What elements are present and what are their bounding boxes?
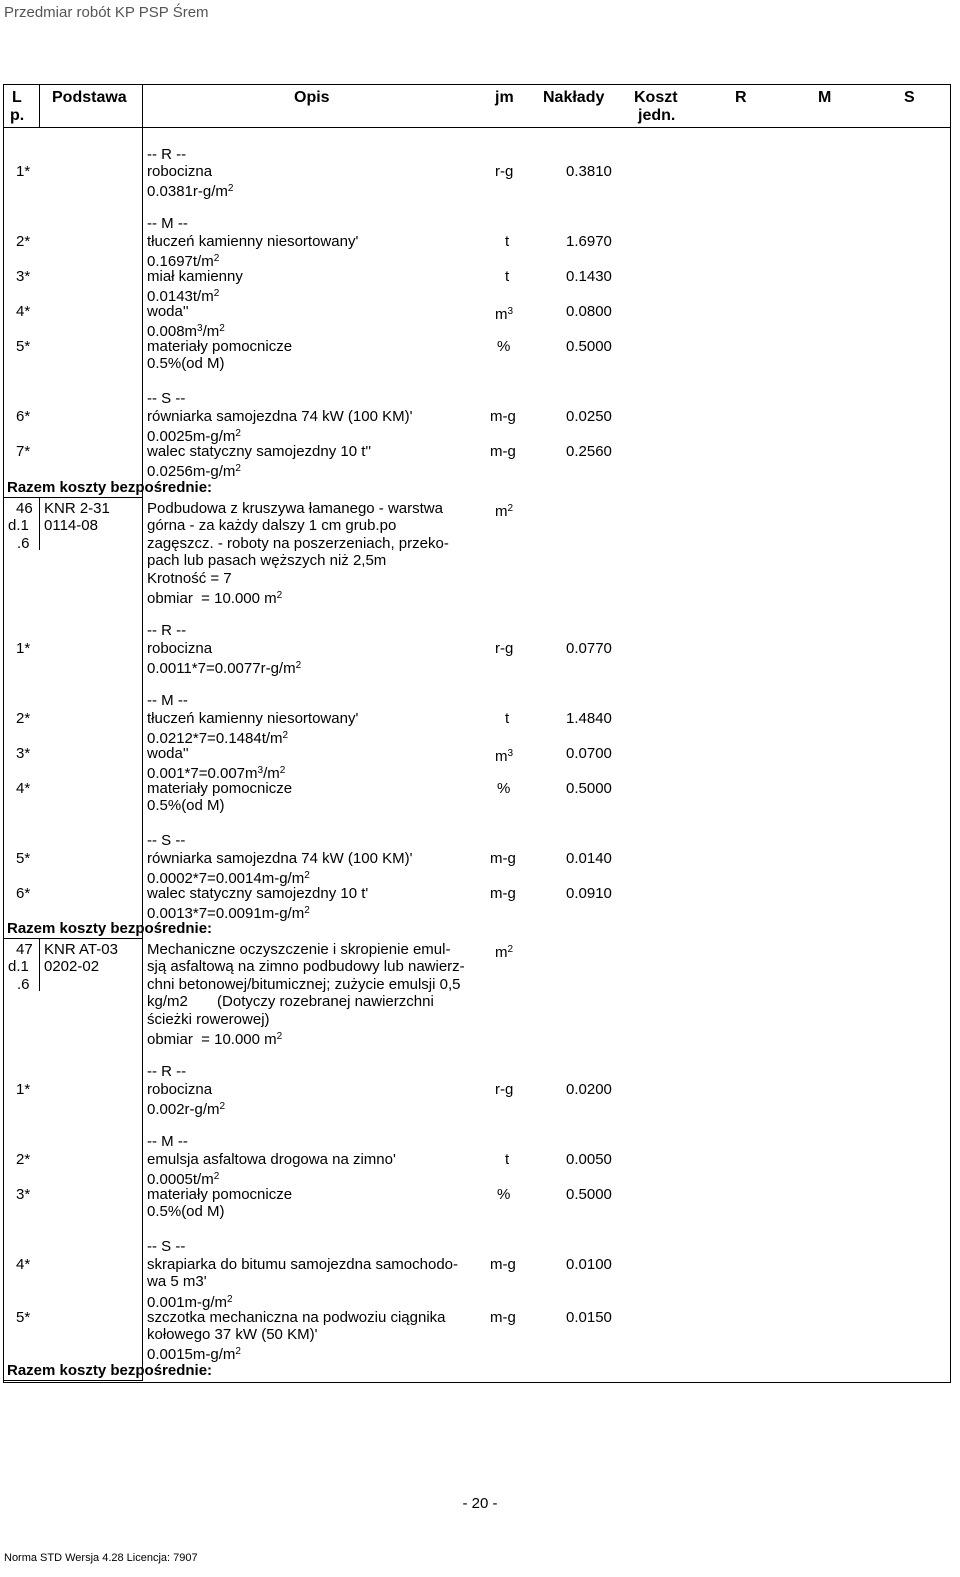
column-divider [142, 84, 143, 1381]
resource-jm: t [505, 710, 510, 727]
resource-name: walec statyczny samojezdny 10 t'' [147, 443, 372, 460]
resource-name: szczotka mechaniczna na podwoziu ciągnika [147, 1309, 446, 1326]
resource-norm: $0.0015m-g/m^2$ [147, 1346, 241, 1363]
position-quantity: obmiar = 10.000 $m^2$ [147, 590, 283, 607]
resource-lp: 5* [16, 850, 31, 867]
resource-lp: 1* [16, 640, 31, 657]
group-header-m: -- M -- [147, 1133, 188, 1150]
resource-name: równiarka samojezdna 74 kW (100 KM)' [147, 850, 413, 867]
resource-norm: $0.1697t/m^2$ [147, 253, 220, 270]
position-basis: KNR 2-31 [44, 500, 110, 517]
resource-jm: t [505, 268, 510, 285]
resource-lp: 1* [16, 1081, 31, 1098]
col-podstawa: Podstawa [52, 89, 127, 106]
col-koszt-jedn: jedn. [638, 107, 676, 124]
resource-value: 0.5000 [566, 338, 612, 355]
resource-lp: 2* [16, 233, 31, 250]
resource-norm: 0.5%(od M) [147, 1203, 225, 1220]
header-separator [3, 127, 951, 128]
resource-jm: m-g [490, 1309, 516, 1326]
document-title: Przedmiar robót KP PSP Śrem [4, 4, 209, 21]
resource-lp: 4* [16, 780, 31, 797]
col-koszt: Koszt [634, 89, 678, 106]
resource-name: robocizna [147, 1081, 213, 1098]
resource-name: emulsja asfaltowa drogowa na zimno' [147, 1151, 396, 1168]
position-description: chni betonowej/bitumicznej; zużycie emulsji 0,5 [147, 976, 461, 993]
resource-lp: 4* [16, 303, 31, 320]
group-header-m: -- M -- [147, 692, 188, 709]
resource-name: skrapiarka do bitumu samojezdna samochodo- [147, 1256, 458, 1273]
position-description: Krotność = 7 [147, 570, 232, 587]
resource-norm: $0.0256m-g/m^2$ [147, 463, 241, 480]
position-lp: 46 [16, 500, 33, 517]
resource-jm: $m^3$ [495, 306, 514, 323]
resource-value: 0.0800 [566, 303, 612, 320]
resource-jm: $m^3$ [495, 748, 514, 765]
resource-lp: 5* [16, 1309, 31, 1326]
resource-norm: $0.0381r-g/m^2$ [147, 183, 234, 200]
resource-norm: $0.0005t/m^2$ [147, 1171, 220, 1188]
resource-jm: % [497, 338, 511, 355]
resource-jm: m-g [490, 885, 516, 902]
position-description: ścieżki rowerowej) [147, 1011, 270, 1028]
resource-lp: 3* [16, 745, 31, 762]
resource-value: 0.0700 [566, 745, 612, 762]
position-lp: d.1 [8, 958, 29, 975]
resource-lp: 1* [16, 163, 31, 180]
resource-norm: $0.0212*7=0.1484t/m^2$ [147, 730, 289, 747]
resource-name: tłuczeń kamienny niesortowany' [147, 233, 359, 250]
resource-jm: r-g [495, 640, 514, 657]
resource-norm: $0.0011*7=0.0077r-g/m^2$ [147, 660, 302, 677]
column-divider [39, 84, 40, 128]
resource-value: 0.0770 [566, 640, 612, 657]
resource-norm: $0.008m^3/m^2$ [147, 323, 225, 340]
resource-norm: 0.5%(od M) [147, 355, 225, 372]
resource-name: miał kamienny [147, 268, 243, 285]
position-description: zagęszcz. - roboty na poszerzeniach, przeko- [147, 535, 449, 552]
resource-name: walec statyczny samojezdny 10 t' [147, 885, 369, 902]
position-lp: .6 [17, 535, 30, 552]
col-jm: jm [495, 89, 514, 106]
col-lp-line2: p. [10, 107, 25, 124]
resource-lp: 2* [16, 710, 31, 727]
resource-norm: 0.5%(od M) [147, 797, 225, 814]
resource-lp: 4* [16, 1256, 31, 1273]
resource-name: materiały pomocnicze [147, 338, 293, 355]
resource-value: 0.0910 [566, 885, 612, 902]
resource-name: kołowego 37 kW (50 KM)' [147, 1326, 318, 1343]
resource-jm: m-g [490, 850, 516, 867]
resource-name: tłuczeń kamienny niesortowany' [147, 710, 359, 727]
resource-norm: $0.001m-g/m^2$ [147, 1294, 233, 1311]
resource-name: wa 5 m3' [147, 1273, 207, 1290]
group-header-s: -- S -- [147, 390, 186, 407]
col-r: R [735, 89, 747, 106]
position-lp: 47 [16, 941, 33, 958]
software-footer: Norma STD Wersja 4.28 Licencja: 7907 [4, 1552, 198, 1564]
resource-name: robocizna [147, 163, 213, 180]
row-divider [3, 1380, 142, 1381]
resource-value: 0.0200 [566, 1081, 612, 1098]
resource-jm: r-g [495, 163, 514, 180]
row-divider [3, 497, 142, 498]
group-header-s: -- S -- [147, 1238, 186, 1255]
resource-value: 0.0100 [566, 1256, 612, 1273]
direct-costs-total-label: Razem koszty bezpośrednie: [7, 479, 213, 496]
position-basis: KNR AT-03 [44, 941, 118, 958]
resource-value: 0.2560 [566, 443, 612, 460]
resource-norm: $0.002r-g/m^2$ [147, 1101, 226, 1118]
resource-jm: m-g [490, 1256, 516, 1273]
resource-norm: $0.0143t/m^2$ [147, 288, 220, 305]
col-lp-line1: L [12, 89, 22, 106]
position-description: Podbudowa z kruszywa łamanego - warstwa [147, 500, 443, 517]
position-jm: $m^2$ [495, 503, 514, 520]
resource-jm: % [497, 780, 511, 797]
resource-jm: t [505, 233, 510, 250]
resource-lp: 5* [16, 338, 31, 355]
resource-lp: 7* [16, 443, 31, 460]
group-header-s: -- S -- [147, 832, 186, 849]
resource-norm: $0.0013*7=0.0091m-g/m^2$ [147, 905, 310, 922]
group-header-m: -- M -- [147, 215, 188, 232]
resource-value: 0.5000 [566, 780, 612, 797]
resource-lp: 2* [16, 1151, 31, 1168]
resource-name: równiarka samojezdna 74 kW (100 KM)' [147, 408, 413, 425]
page-number: - 20 - [462, 1495, 498, 1512]
resource-name: robocizna [147, 640, 213, 657]
position-basis: 0202-02 [44, 958, 100, 975]
resource-lp: 3* [16, 268, 31, 285]
resource-jm: % [497, 1186, 511, 1203]
resource-norm: $0.0002*7=0.0014m-g/m^2$ [147, 870, 310, 887]
resource-value: 0.0140 [566, 850, 612, 867]
resource-jm: m-g [490, 443, 516, 460]
resource-value: 0.5000 [566, 1186, 612, 1203]
position-description: sją asfaltową na zimno podbudowy lub nawierz- [147, 958, 465, 975]
row-divider [3, 938, 142, 939]
resource-value: 1.6970 [566, 233, 612, 250]
resource-lp: 3* [16, 1186, 31, 1203]
position-quantity: obmiar = 10.000 $m^2$ [147, 1031, 283, 1048]
resource-lp: 6* [16, 408, 31, 425]
resource-jm: r-g [495, 1081, 514, 1098]
column-divider [39, 498, 40, 550]
resource-norm: $0.0025m-g/m^2$ [147, 428, 241, 445]
column-divider [39, 939, 40, 991]
resource-name: woda'' [147, 745, 189, 762]
resource-name: woda'' [147, 303, 189, 320]
col-opis: Opis [294, 89, 330, 106]
group-header-r: -- R -- [147, 1063, 187, 1080]
resource-jm: m-g [490, 408, 516, 425]
position-basis: 0114-08 [44, 517, 98, 534]
resource-value: 0.1430 [566, 268, 612, 285]
resource-name: materiały pomocnicze [147, 1186, 293, 1203]
direct-costs-total-label: Razem koszty bezpośrednie: [7, 1362, 213, 1379]
resource-jm: t [505, 1151, 510, 1168]
group-header-r: -- R -- [147, 622, 187, 639]
position-description: górna - za każdy dalszy 1 cm grub.po [147, 517, 397, 534]
direct-costs-total-label: Razem koszty bezpośrednie: [7, 920, 213, 937]
resource-norm: $0.001*7=0.007m^3/m^2$ [147, 765, 286, 782]
position-description: kg/m2 (Dotyczy rozebranej nawierzchni [147, 993, 434, 1010]
resource-value: 0.3810 [566, 163, 612, 180]
col-s: S [904, 89, 915, 106]
resource-value: 0.0250 [566, 408, 612, 425]
position-description: pach lub pasach węższych niż 2,5m [147, 552, 387, 569]
resource-name: materiały pomocnicze [147, 780, 293, 797]
position-description: Mechaniczne oczyszczenie i skropienie emul- [147, 941, 451, 958]
col-m: M [818, 89, 832, 106]
col-naklady: Nakłady [543, 89, 605, 106]
resource-value: 1.4840 [566, 710, 612, 727]
group-header-r: -- R -- [147, 146, 187, 163]
position-jm: $m^2$ [495, 944, 514, 961]
position-lp: d.1 [8, 517, 29, 534]
resource-value: 0.0050 [566, 1151, 612, 1168]
resource-lp: 6* [16, 885, 31, 902]
position-lp: .6 [17, 976, 30, 993]
resource-value: 0.0150 [566, 1309, 612, 1326]
table-frame [3, 84, 951, 1383]
